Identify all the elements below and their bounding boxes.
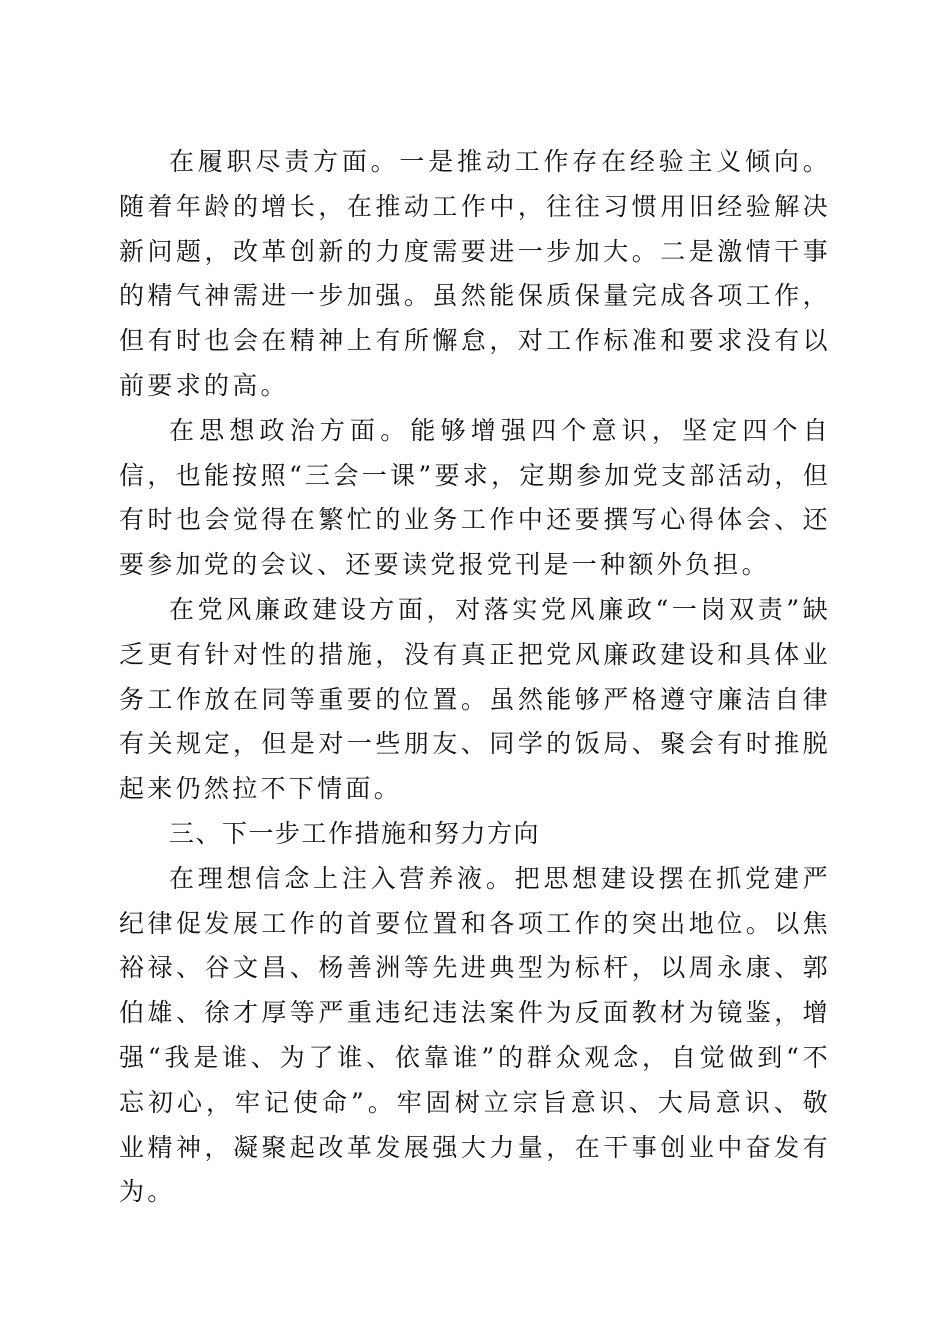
paragraph-political: 在思想政治方面。能够增强四个意识，坚定四个自信，也能按照“三会一课”要求，定期参加党支部活动，但有时也会觉得在繁忙的业务工作中还要撰写心得体会、还要参加党的会议、还要读党报党刊是一种额外负担。 (119, 415, 831, 580)
paragraph-duty: 在履职尽责方面。一是推动工作存在经验主义倾向。随着年龄的增长，在推动工作中，往往习惯用旧经验解决新问题，改革创新的力度需要进一步加大。二是激情干事的精气神需进一步加强。虽然能保质保量完成各项工作，但有时也会在精神上有所懈怠，对工作标准和要求没有以前要求的高。 (119, 147, 831, 400)
paragraph-ideals: 在理想信念上注入营养液。把思想建设摆在抓党建严纪律促发展工作的首要位置和各项工作的突出地位。以焦裕禄、谷文昌、杨善洲等先进典型为标杆，以周永康、郭伯雄、徐才厚等严重违纪违法案件为反面教材为镜鉴，增强“我是谁、为了谁、依靠谁”的群众观念，自觉做到“不忘初心，牢记使命”。牢固树立宗旨意识、大局意识、敬业精神，凝聚起改革发展强大力量，在干事创业中奋发有为。 (119, 863, 831, 1207)
document-body (119, 140, 831, 1215)
section-heading: 三、下一步工作措施和努力方向 (169, 818, 541, 848)
paragraph-integrity: 在党风廉政建设方面，对落实党风廉政“一岗双责”缺乏更有针对性的措施，没有真正把党风廉政建设和具体业务工作放在同等重要的位置。虽然能够严格遵守廉洁自律有关规定，但是对一些朋友、同学的饭局、聚会有时推脱起来仍然拉不下情面。 (119, 594, 831, 804)
